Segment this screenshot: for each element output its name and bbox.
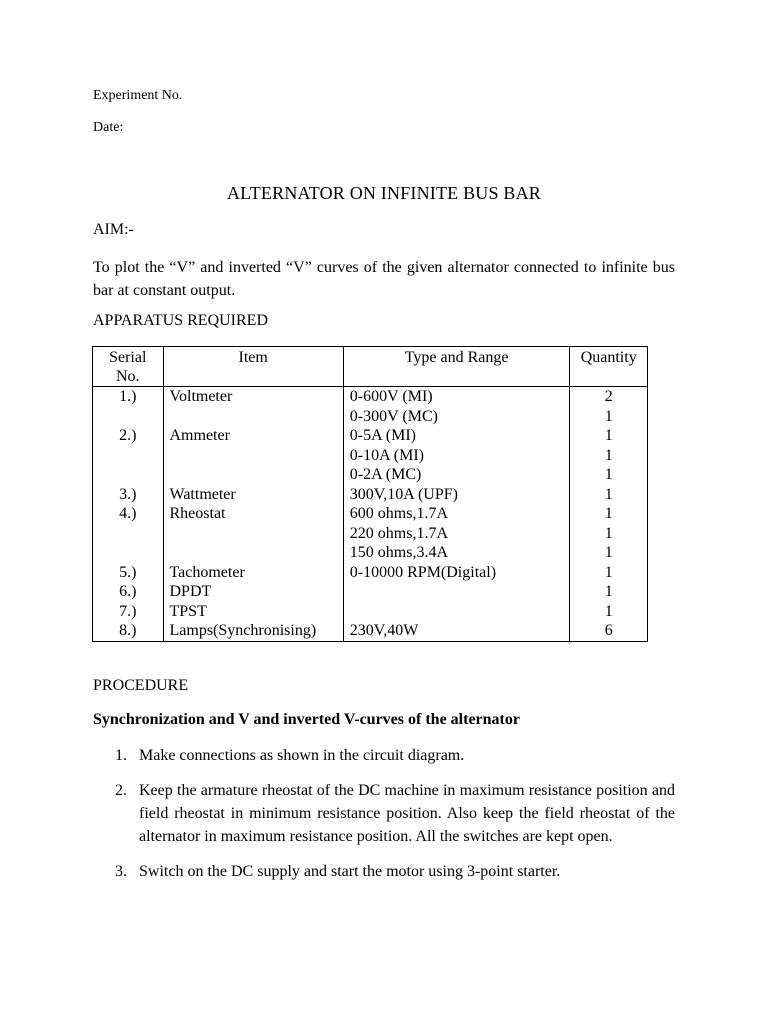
- cell-quantity: 6: [570, 621, 648, 641]
- list-item: [93, 744, 675, 767]
- cell-quantity: 1: [570, 426, 648, 446]
- cell-item: Tachometer: [163, 563, 343, 583]
- aim-heading: AIM:-: [93, 221, 134, 238]
- cell-type-range: [343, 582, 570, 602]
- cell-quantity: 1: [570, 407, 648, 427]
- cell-type-range: 0-5A (MI): [343, 426, 570, 446]
- cell-type-range: 0-10000 RPM(Digital): [343, 563, 570, 583]
- cell-item: [163, 465, 343, 485]
- cell-item: DPDT: [163, 582, 343, 602]
- cell-quantity: 1: [570, 465, 648, 485]
- cell-item: Ammeter: [163, 426, 343, 446]
- cell-serial: 8.): [93, 621, 164, 641]
- list-item: [93, 860, 675, 883]
- cell-type-range: [343, 602, 570, 622]
- cell-quantity: 1: [570, 446, 648, 466]
- table-row: [93, 524, 648, 544]
- cell-serial: 1.): [93, 387, 164, 407]
- step-number: 2.: [115, 782, 127, 799]
- table-row: [93, 563, 648, 583]
- procedure-steps-list: [93, 744, 675, 895]
- table-row: [93, 621, 648, 641]
- table-row: [93, 582, 648, 602]
- table-row: [93, 485, 648, 505]
- cell-serial: [93, 524, 164, 544]
- cell-quantity: 1: [570, 543, 648, 563]
- cell-type-range: 0-10A (MI): [343, 446, 570, 466]
- cell-quantity: 1: [570, 485, 648, 505]
- experiment-number-label: Experiment No.: [93, 88, 183, 103]
- cell-item: [163, 446, 343, 466]
- procedure-heading: PROCEDURE: [93, 677, 189, 694]
- cell-quantity: 1: [570, 563, 648, 583]
- table-row: [93, 543, 648, 563]
- cell-type-range: 0-300V (MC): [343, 407, 570, 427]
- cell-serial: [93, 446, 164, 466]
- table-row: [93, 465, 648, 485]
- procedure-subheading: Synchronization and V and inverted V-curves of the alternator: [93, 711, 520, 728]
- cell-quantity: 1: [570, 524, 648, 544]
- apparatus-table-body: [93, 387, 648, 642]
- cell-item: [163, 407, 343, 427]
- step-number: 1.: [115, 747, 127, 764]
- apparatus-heading: APPARATUS REQUIRED: [93, 312, 268, 329]
- page-title: ALTERNATOR ON INFINITE BUS BAR: [226, 183, 542, 203]
- table-row: [93, 602, 648, 622]
- cell-serial: 5.): [93, 563, 164, 583]
- step-number: 3.: [115, 863, 127, 880]
- column-header-quantity: Quantity: [570, 347, 648, 387]
- cell-type-range: 600 ohms,1.7A: [343, 504, 570, 524]
- cell-quantity: 2: [570, 387, 648, 407]
- aim-text: To plot the “V” and inverted “V” curves of the given alternator connected to infinite bus bar at constant output.: [93, 259, 675, 299]
- cell-quantity: 1: [570, 582, 648, 602]
- cell-type-range: 150 ohms,3.4A: [343, 543, 570, 563]
- cell-serial: 7.): [93, 602, 164, 622]
- column-header-type-range: Type and Range: [343, 347, 570, 387]
- cell-item: TPST: [163, 602, 343, 622]
- cell-serial: 2.): [93, 426, 164, 446]
- table-row: [93, 426, 648, 446]
- column-header-serial: Serial No.: [93, 347, 164, 387]
- cell-serial: 6.): [93, 582, 164, 602]
- cell-quantity: 1: [570, 602, 648, 622]
- cell-serial: [93, 465, 164, 485]
- cell-item: Voltmeter: [163, 387, 343, 407]
- cell-item: [163, 543, 343, 563]
- cell-item: Wattmeter: [163, 485, 343, 505]
- cell-type-range: 300V,10A (UPF): [343, 485, 570, 505]
- column-header-item: Item: [163, 347, 343, 387]
- cell-serial: 4.): [93, 504, 164, 524]
- cell-serial: [93, 407, 164, 427]
- cell-serial: 3.): [93, 485, 164, 505]
- table-row: [93, 407, 648, 427]
- step-text: Make connections as shown in the circuit diagram.: [139, 747, 465, 764]
- cell-item: Rheostat: [163, 504, 343, 524]
- cell-serial: [93, 543, 164, 563]
- date-label: Date:: [93, 120, 124, 135]
- cell-type-range: 0-600V (MI): [343, 387, 570, 407]
- cell-type-range: 0-2A (MC): [343, 465, 570, 485]
- cell-item: Lamps(Synchronising): [163, 621, 343, 641]
- apparatus-table: [92, 346, 648, 642]
- table-header-row: [93, 347, 648, 387]
- table-row: [93, 504, 648, 524]
- table-row: [93, 387, 648, 407]
- step-text: Switch on the DC supply and start the motor using 3-point starter.: [139, 863, 561, 880]
- list-item: [93, 779, 675, 848]
- cell-type-range: 230V,40W: [343, 621, 570, 641]
- cell-quantity: 1: [570, 504, 648, 524]
- cell-type-range: 220 ohms,1.7A: [343, 524, 570, 544]
- step-text: Keep the armature rheostat of the DC machine in maximum resistance position and field rheostat in minimum resistance position. Also keep the field rheostat of the alternator in maximum resistance position. All the switches are kept open.: [139, 782, 675, 845]
- table-row: [93, 446, 648, 466]
- cell-item: [163, 524, 343, 544]
